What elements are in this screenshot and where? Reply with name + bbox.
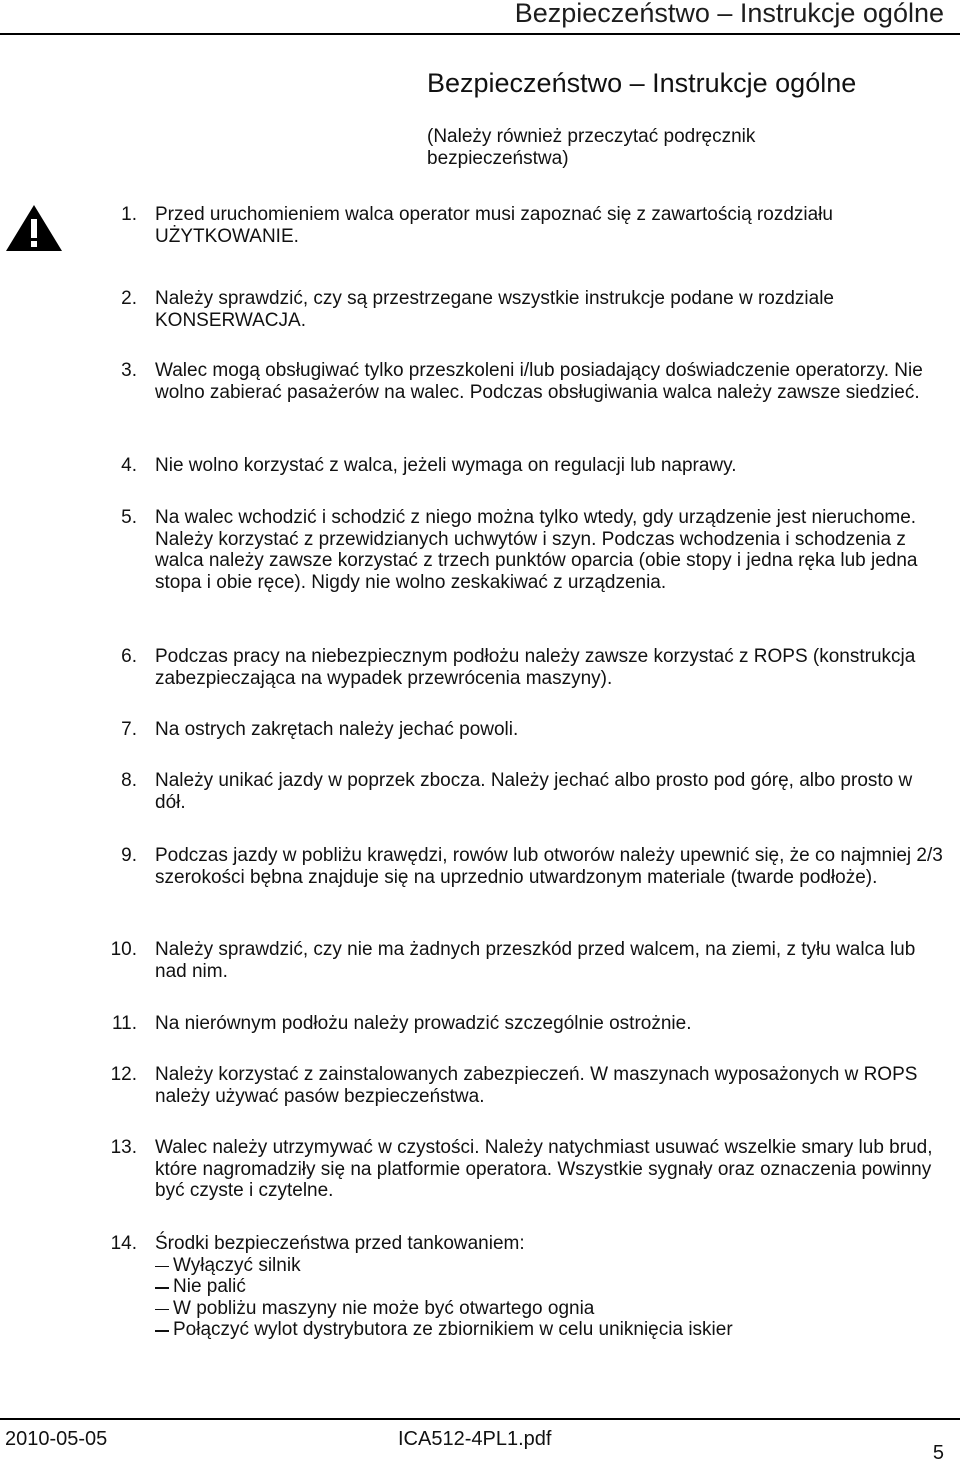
item-number: 3. [121, 360, 137, 381]
refuelling-bullet-list [155, 1255, 945, 1341]
page-header-title: Bezpieczeństwo – Instrukcje ogólne [514, 0, 944, 28]
item-number: 4. [121, 455, 137, 476]
item-text: Należy unikać jazdy w poprzek zbocza. Należy jechać albo prosto pod górę, albo prosto w dół. [155, 770, 913, 813]
bullet-item: W pobliżu maszyny nie może być otwartego ognia [155, 1298, 945, 1320]
section-title: Bezpieczeństwo – Instrukcje ogólne [427, 68, 857, 98]
item-number: 6. [121, 646, 137, 667]
item-text: Należy sprawdzić, czy są przestrzegane wszystkie instrukcje podane w rozdziale KONSERWACJA. [155, 288, 834, 331]
header-rule [0, 33, 960, 35]
item-number: 2. [121, 288, 137, 309]
item-text: Podczas pracy na niebezpiecznym podłożu należy zawsze korzystać z ROPS (konstrukcja zabezpieczająca na wypadek przewrócenia maszyny). [155, 646, 916, 689]
item-text: Na nierównym podłożu należy prowadzić szczególnie ostrożnie. [155, 1013, 692, 1034]
item-number: 9. [121, 845, 137, 866]
bullet-item: Połączyć wylot dystrybutora ze zbiornikiem w celu uniknięcia iskier [155, 1319, 945, 1341]
item-text: Nie wolno korzystać z walca, jeżeli wymaga on regulacji lub naprawy. [155, 455, 737, 476]
item-number: 14. [110, 1233, 137, 1254]
bullet-item: Nie palić [155, 1276, 945, 1298]
bullet-item: Wyłączyć silnik [155, 1255, 945, 1277]
item-text: Na walec wchodzić i schodzić z niego można tylko wtedy, gdy urządzenie jest nieruchome. Należy korzystać z przewidzianych uchwytów i szyn. Podczas wchodzenia i schodzenia z walca należy zawsze korzystać z trzech punktów oparcia (obie stopy i jedna ręka lub jedna stopa i obie ręce). Nigdy nie wolno zeskakiwać z urządzenia. [155, 507, 918, 593]
page-number: 5 [932, 1442, 944, 1464]
item-text: Walec należy utrzymywać w czystości. Należy natychmiast usuwać wszelkie smary lub brud, które nagromadziły się na platformie operatora. Wszystkie sygnały oraz oznaczenia powinny być czyste i czytelne. [155, 1137, 933, 1202]
footer-rule [0, 1418, 960, 1420]
item-number: 5. [121, 507, 137, 528]
item-number: 11. [111, 1013, 137, 1034]
item-number: 10. [110, 939, 137, 960]
section-intro: (Należy również przeczytać podręcznik bezpieczeństwa) [427, 126, 756, 169]
item-number: 7. [121, 719, 137, 740]
footer-filename: ICA512-4PL1.pdf [398, 1428, 552, 1450]
item-text: Należy korzystać z zainstalowanych zabezpieczeń. W maszynach wyposażonych w ROPS należy używać pasów bezpieczeństwa. [155, 1064, 918, 1107]
warning-triangle-icon [4, 203, 64, 253]
item-text: Na ostrych zakrętach należy jechać powoli. [155, 719, 519, 740]
item-number: 12. [110, 1064, 137, 1085]
item-text: Przed uruchomieniem walca operator musi zapoznać się z zawartością rozdziału UŻYTKOWANIE. [155, 204, 833, 247]
item-text: Środki bezpieczeństwa przed tankowaniem: [155, 1233, 525, 1254]
footer-date: 2010-05-05 [5, 1428, 108, 1450]
item-number: 8. [121, 770, 137, 791]
item-number: 1. [121, 204, 137, 225]
item-text: Należy sprawdzić, czy nie ma żadnych przeszkód przed walcem, na ziemi, z tyłu walca lub nad nim. [155, 939, 916, 982]
item-text: Podczas jazdy w pobliżu krawędzi, rowów lub otworów należy upewnić się, że co najmniej 2/3 szerokości bębna znajduje się na uprzednio utwardzonym materiale (twarde podłoże). [155, 845, 943, 888]
item-text-block [155, 1233, 945, 1341]
item-number: 13. [110, 1137, 137, 1158]
item-text: Walec mogą obsługiwać tylko przeszkoleni i/lub posiadający doświadczenie operatorzy. Nie wolno zabierać pasażerów na walec. Podczas obsługiwania walca należy zawsze siedzieć. [155, 360, 923, 403]
